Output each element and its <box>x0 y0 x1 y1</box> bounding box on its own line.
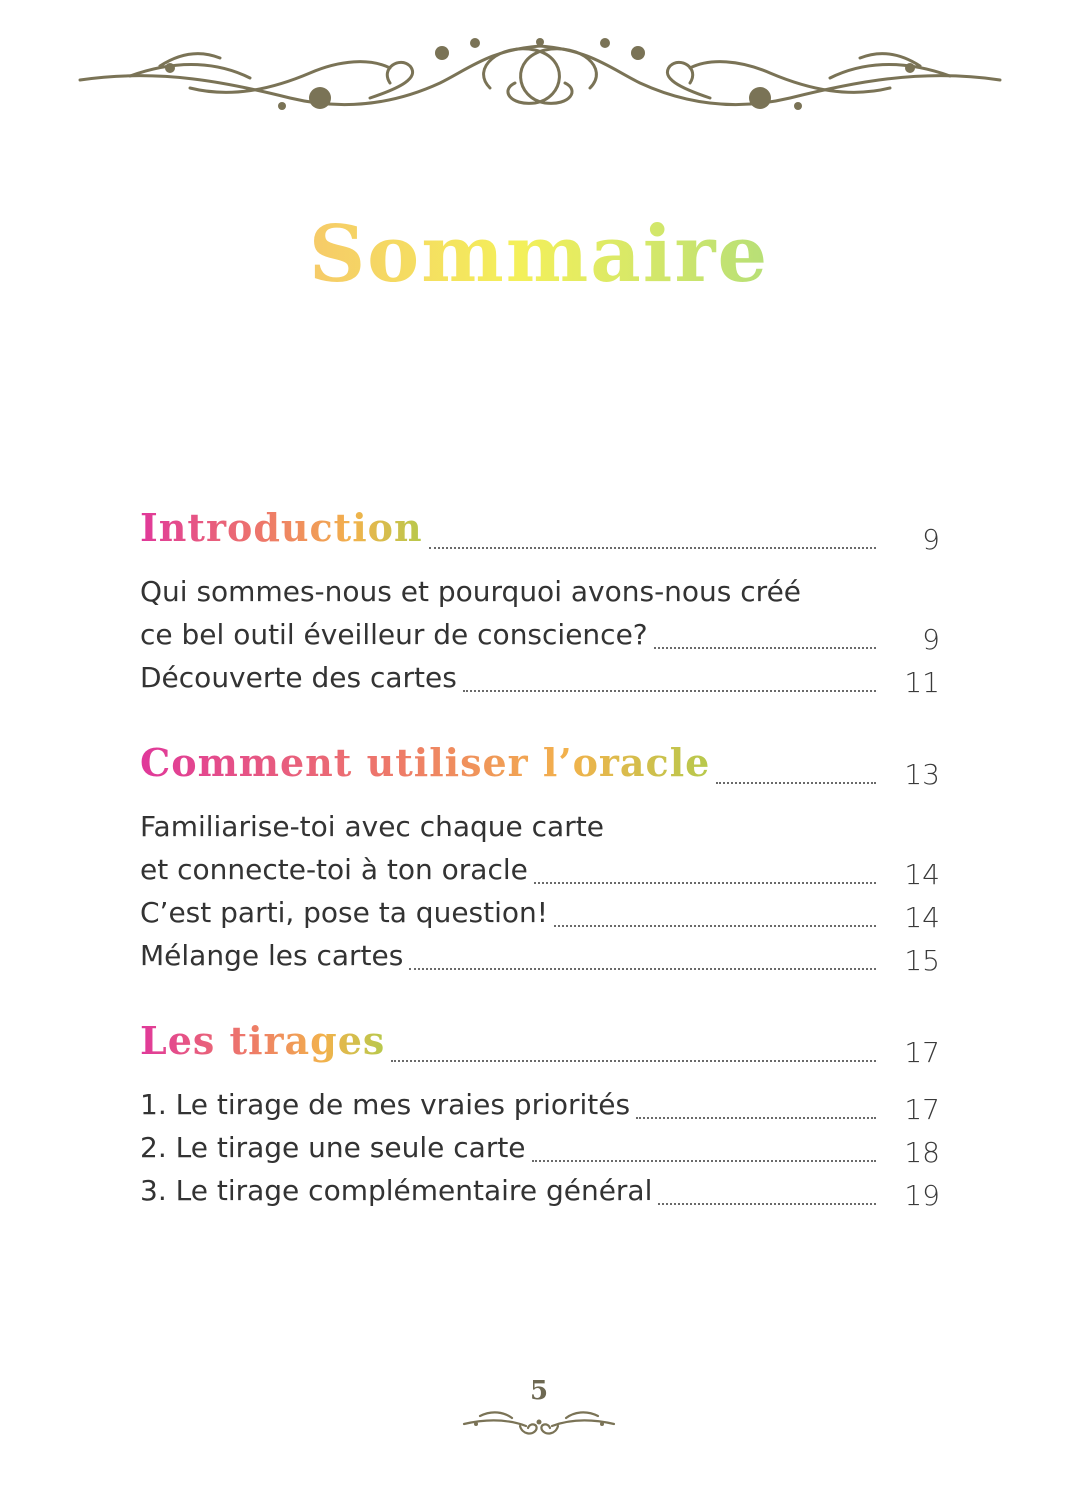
toc-section <box>140 1013 940 1212</box>
toc-page-number: 17 <box>904 1093 940 1126</box>
page-title: Sommaire <box>0 205 1078 305</box>
toc-page-number: 9 <box>922 623 940 656</box>
dot-leader <box>658 1203 876 1205</box>
toc-entry-label: C’est parti, pose ta question! <box>140 896 548 929</box>
dot-leader <box>391 1060 876 1062</box>
toc-entry-label: 1. Le tirage de mes vraies priorités <box>140 1088 631 1121</box>
toc-entry-label: ce bel outil éveilleur de conscience? <box>140 618 648 651</box>
toc-entry-row[interactable] <box>140 613 940 656</box>
toc-page-number: 15 <box>904 944 940 977</box>
dot-leader <box>534 882 876 884</box>
toc-page-number: 18 <box>904 1136 940 1169</box>
toc-entry-row[interactable] <box>140 1126 940 1169</box>
bottom-flourish-ornament <box>460 1404 618 1440</box>
dot-leader <box>554 925 876 927</box>
dot-leader <box>654 647 876 649</box>
toc-section-heading: Comment utiliser l’oracle <box>140 735 710 791</box>
dot-leader <box>409 968 876 970</box>
toc-section <box>140 500 940 699</box>
page-number: 5 <box>529 1376 549 1406</box>
toc-heading-row[interactable] <box>140 500 940 556</box>
toc-section <box>140 735 940 977</box>
toc-page-number: 19 <box>904 1179 940 1212</box>
toc-entry-label: et connecte-toi à ton oracle <box>140 853 528 886</box>
dot-leader <box>532 1160 876 1162</box>
toc-entry-label: 2. Le tirage une seule carte <box>140 1131 526 1164</box>
toc-entry-row[interactable] <box>140 848 940 891</box>
toc-page-number: 17 <box>904 1036 940 1069</box>
toc-entry-row[interactable] <box>140 934 940 977</box>
toc-page-number: 14 <box>904 858 940 891</box>
toc-entry-line: Qui sommes-nous et pourquoi avons-nous créé <box>140 575 802 608</box>
dot-leader <box>636 1117 876 1119</box>
toc-heading-row[interactable] <box>140 1013 940 1069</box>
toc-page-number: 14 <box>904 901 940 934</box>
toc-page-number: 13 <box>904 758 940 791</box>
toc-entry-row[interactable] <box>140 891 940 934</box>
toc-entry-row[interactable] <box>140 1169 940 1212</box>
toc-page-number: 11 <box>904 666 940 699</box>
toc-page-number: 9 <box>922 523 940 556</box>
dot-leader <box>463 690 876 692</box>
toc-entry-label: 3. Le tirage complémentaire général <box>140 1174 653 1207</box>
toc-entry-row[interactable] <box>140 656 940 699</box>
toc-section-heading: Introduction <box>140 500 423 556</box>
dot-leader <box>429 547 876 549</box>
dot-leader <box>716 782 876 784</box>
toc-entry-label: Découverte des cartes <box>140 661 457 694</box>
top-flourish-ornament <box>70 28 1010 128</box>
table-of-contents <box>140 500 940 1248</box>
toc-heading-row[interactable] <box>140 735 940 791</box>
toc-entry-line: Familiarise-toi avec chaque carte <box>140 810 604 843</box>
toc-section-heading: Les tirages <box>140 1013 385 1069</box>
toc-entry-row[interactable] <box>140 1083 940 1126</box>
toc-entry-label: Mélange les cartes <box>140 939 404 972</box>
